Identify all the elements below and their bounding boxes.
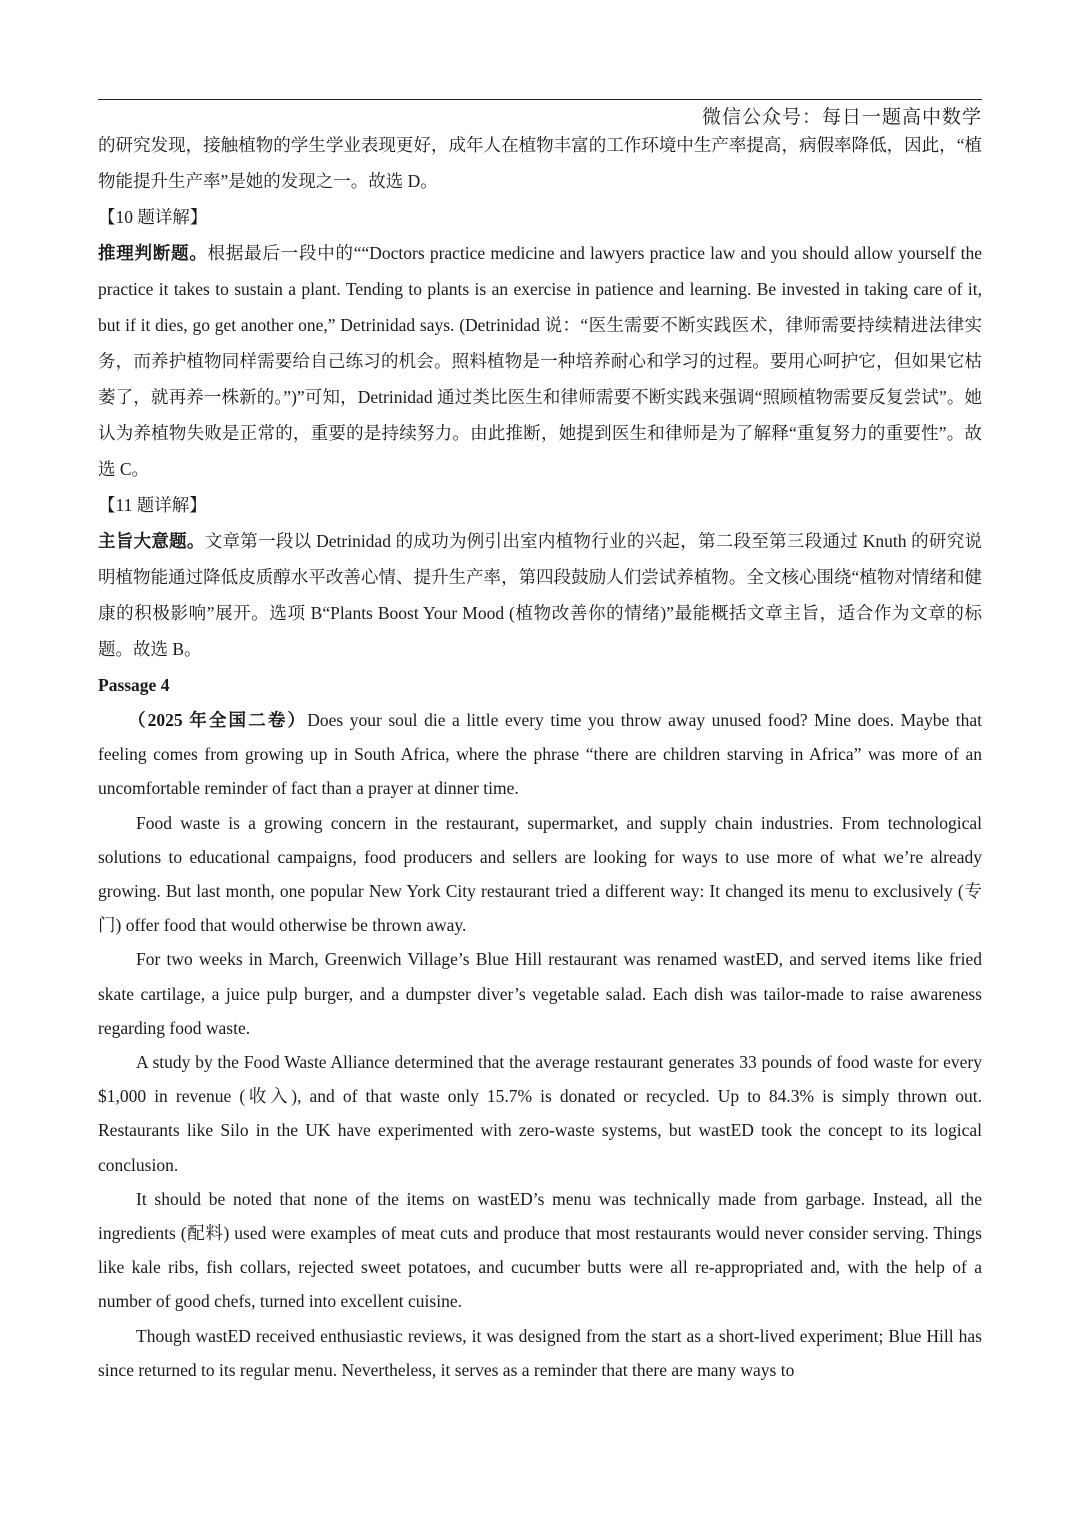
- passage-paragraph: It should be noted that none of the items on wastED’s menu was technically made from garbage. Instead, all the ingredients (配料) used were examples of meat cuts and produce that most restaurants would never consider serving. Things like kale ribs, fish collars, rejected sweet potatoes, and cucumber butts were all re-appropriated and, with the help of a number of good chefs, turned into excellent cuisine.: [98, 1188, 982, 1312]
- passage-source-tag: （2025 年全国二卷）: [128, 710, 308, 730]
- q10-type-label: 推理判断题。: [98, 243, 208, 263]
- q11-type-label: 主旨大意题。: [98, 531, 205, 551]
- passage-paragraph: Though wastED received enthusiastic reviews, it was designed from the start as a short-lived experiment; Blue Hill has since returned to its regular menu. Nevertheless, it serves as a reminder that there are many ways to: [98, 1325, 982, 1380]
- q10-explanation: [98, 235, 982, 487]
- passage-title: Passage 4: [98, 675, 170, 695]
- passage-paragraph: A study by the Food Waste Alliance determined that the average restaurant generates 33 pounds of food waste for every $1,000 in revenue (收入), and of that waste only 15.7% is donated or recycled. Up to 84.3% is simply thrown out. Restaurants like Silo in the UK have experimented with zero-waste systems, but wastED took the concept to its logical conclusion.: [98, 1052, 982, 1175]
- header-rule: [98, 99, 982, 100]
- q10-body: 根据最后一段中的““Doctors practice medicine and lawyers practice law and you should allow yourself the practice it takes to sustain a plant. Tending to plants is an exercise in patience and learning. Be invested in taking care of it, but if it dies, go get another one,” Detrinidad says. (Detrinidad 说：“医生需要不断实践医术，律师需要持续精进法律实务，而养护植物同样需要给自己练习的机会。照料植物是一种培养耐心和学习的过程。要用心呵护它，但如果它枯萎了，就再养一株新的。”)”可知，Detrinidad 通过类比医生和律师需要不断实践来强调“照顾植物需要反复尝试”。她认为养植物失败是正常的，重要的是持续努力。由此推断，她提到医生和律师是为了解释“重复努力的重要性”。故选 C。: [98, 243, 983, 479]
- passage-paragraph-text: Does your soul die a little every time you throw away unused food? Mine does. Maybe that feeling comes from growing up in South Africa, where the phrase “there are children starving in Africa” was more of an uncomfortable reminder of fact than a prayer at dinner time.: [98, 710, 983, 799]
- q11-heading: 【11 题详解】: [98, 495, 207, 515]
- q10-heading: 【10 题详解】: [98, 207, 208, 227]
- document-body: [98, 127, 982, 1387]
- passage-paragraph: For two weeks in March, Greenwich Village’s Blue Hill restaurant was renamed wastED, and served items like fried skate cartilage, a juice pulp burger, and a dumpster diver’s vegetable salad. Each dish was tailor-made to raise awareness regarding food waste.: [98, 949, 982, 1038]
- passage-paragraph: [98, 703, 982, 806]
- passage-paragraph: Food waste is a growing concern in the restaurant, supermarket, and supply chain industries. From technological solutions to educational campaigns, food producers and sellers are looking for ways to use more of what we’re already growing. But last month, one popular New York City restaurant tried a different way: It changed its menu to exclusively (专门) offer food that would otherwise be thrown away.: [98, 812, 982, 936]
- q11-explanation: [98, 523, 982, 667]
- q9-answer-tail: 的研究发现，接触植物的学生学业表现更好，成年人在植物丰富的工作环境中生产率提高，病假率降低，因此，“植物能提升生产率”是她的发现之一。故选 D。: [98, 135, 982, 191]
- header-watermark: 微信公众号：每日一题高中数学: [701, 106, 982, 128]
- q11-body: 文章第一段以 Detrinidad 的成功为例引出室内植物行业的兴起，第二段至第三段通过 Knuth 的研究说明植物能通过降低皮质醇水平改善心情、提升生产率，第四段鼓励人们尝试养植物。全文核心围绕“植物对情绪和健康的积极影响”展开。选项 B“Plants Boost Your Mood (植物改善你的情绪)”最能概括文章主旨，适合作为文章的标题。故选 B。: [98, 531, 983, 659]
